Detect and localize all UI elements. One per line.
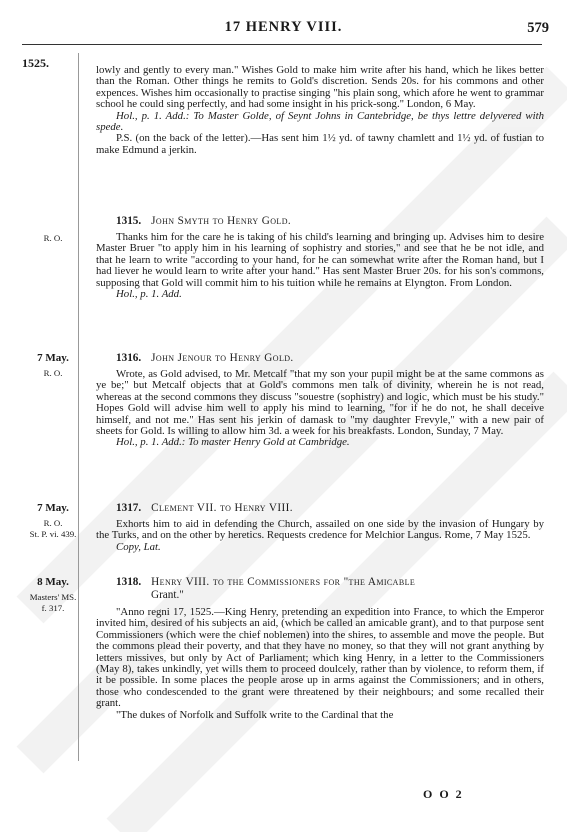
running-head: 17 HENRY VIII.	[224, 19, 343, 35]
margin-source-1317: R. O.	[43, 518, 63, 528]
entry-body: "Anno regni 17, 1525.—King Henry, pretending an expedition into France, to which the Emperor invited him, desired of his subjects an aid, (which be called an amicable grant), and to that purpose sent Commissioners (which were the chief noblemen) into the shires, to assemble and move the people. But the commons plead their poverty, and that they have no money, so that they will not grant anything by letters missives, but only by Act of Parliament; which king Henry, in a letter to the Commissioners (May 8), takes unkindly, yet wills them to proceed doulcely, rather than by violence, to reform them, if it be possible. In some places the people arose up in arms against the Commissioners; and in others, those who condescended to the grant were threatened by their neighbours; and some recalled their grant.	[96, 606, 544, 710]
entry-hol: Hol., p. 1. Add.	[116, 288, 182, 301]
continuation-text: lowly and gently to every man." Wishes Gold to make him write after his hand, which he likes better than the Roman. Other things he remits to Gold's discretion. Sends 20s. for his commons and other expences. Wishes him occasionally to practise singing "his plain song, which afore he went to grammar school he could sing perfectly, and had some insight in his prick-song." London, 6 May.	[96, 64, 544, 111]
entry-title: Henry VIII. to the Commissioners for "the Amicable	[151, 576, 416, 588]
entry-heading-1318	[96, 576, 544, 589]
margin-date-1318: 8 May.	[37, 576, 69, 588]
entry-title: John Jenour to Henry Gold.	[151, 352, 294, 364]
entry-title: John Smyth to Henry Gold.	[151, 215, 292, 227]
header-rule	[22, 44, 542, 45]
entry-heading-1315	[96, 215, 544, 228]
entry-heading-1317	[96, 502, 544, 515]
entry-number: 1318.	[116, 576, 142, 588]
margin-source-1315: R. O.	[43, 233, 63, 243]
margin-rule	[78, 53, 79, 761]
entry-title-cont: Grant."	[151, 589, 184, 601]
entry-continuation	[96, 65, 544, 156]
signature-mark: O O 2	[423, 787, 464, 801]
margin-source-1318: Masters' MS.	[29, 592, 77, 602]
entry-1318	[96, 576, 544, 721]
page-number: 579	[527, 20, 549, 36]
entry-1315	[96, 215, 544, 300]
entry-body: Wrote, as Gold advised, to Mr. Metcalf "that my son your pupil might be at the same commons as ye be;" but Metcalf objects that at Gold's commons men talk of divinity, wherein he is not read, whereas at the second commons they discuss "souestre (sophistry) and logic, which must be his study." Hopes Gold will advise him well to apply his mind to learning, "for if he do not, he shall deceive himself, and not me." Has sent his jerkin of damask to "my daughter Frevyle," with a new pair of sheets for Gold. Is willing to allow him 3d. a week for his breakfasts. London, Sunday, 7 May.	[96, 368, 544, 438]
entry-number: 1316.	[116, 352, 142, 364]
margin-source-1318-b: f. 317.	[41, 603, 65, 613]
entry-number: 1317.	[116, 502, 142, 514]
entry-last-line: "The dukes of Norfolk and Suffolk write to the Cardinal that the	[116, 708, 394, 721]
margin-source-1317-b: St. P. vi. 439.	[29, 529, 77, 539]
entry-hol: Hol., p. 1. Add.: To master Henry Gold at Cambridge.	[116, 436, 350, 449]
entry-body: Exhorts him to aid in defending the Church, assailed on one side by the invasion of Hungary by the Turks, and on the other by heretics. Requests credence for Melchior Langus. Rome, 7 May 1525.	[96, 518, 544, 542]
entry-copy: Copy, Lat.	[116, 540, 161, 553]
margin-date-1316: 7 May.	[37, 352, 69, 364]
entry-body: Thanks him for the care he is taking of his child's learning and bringing up. Advises him to desire Master Bruer "to apply him in his learning of sophistry and stories," and see that he be not idle, and that he learn to write "according to your hand, for he can somewhat write after the Roman hand, but I had liever he would learn to write after your hand." Has sent Master Bruer 20s. for his son's commons, supposing that Gold will commit him to his tuition while he remains at Elyngton. From London.	[96, 231, 544, 289]
entry-1317	[96, 502, 544, 553]
entry-1316	[96, 352, 544, 449]
margin-year: 1525.	[22, 56, 49, 70]
entry-number: 1315.	[116, 215, 142, 227]
continuation-hol: Hol., p. 1. Add.: To Master Golde, of Seynt Johns in Cantebridge, be thys lettre delyvered with spede.	[96, 109, 544, 134]
margin-date-1317: 7 May.	[37, 502, 69, 514]
entry-title: Clement VII. to Henry VIII.	[151, 502, 293, 514]
margin-source-1316: R. O.	[43, 368, 63, 378]
continuation-ps: P.S. (on the back of the letter).—Has sent him 1½ yd. of tawny chamlett and 1½ yd. of fustian to make Edmund a jerkin.	[96, 132, 544, 156]
entry-heading-1316	[96, 352, 544, 365]
